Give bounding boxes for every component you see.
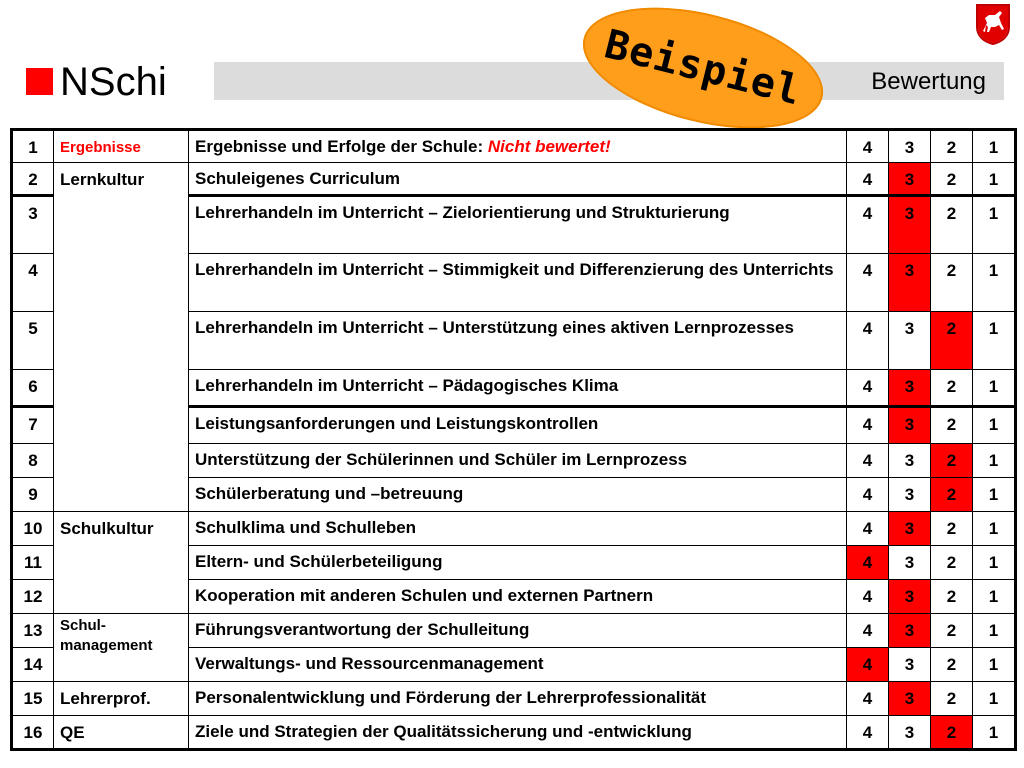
category-cell: Lehrerprof.: [54, 682, 189, 716]
row-number: 8: [12, 444, 54, 478]
logo-mark: [26, 68, 53, 95]
rating-1-cell[interactable]: 1: [973, 163, 1016, 196]
topic-text: Verwaltungs- und Ressourcenmanagement: [195, 654, 544, 673]
topic-text: Schülerberatung und –betreuung: [195, 484, 464, 503]
rating-1-cell[interactable]: 1: [973, 407, 1016, 444]
row-number: 3: [12, 196, 54, 254]
rating-3-cell[interactable]: 3: [889, 580, 931, 614]
rating-1-cell[interactable]: 1: [973, 254, 1016, 312]
category-cell: QE: [54, 716, 189, 750]
topic-cell: [189, 196, 847, 254]
row-number: 14: [12, 648, 54, 682]
rating-2-cell[interactable]: 2: [931, 512, 973, 546]
rating-1-cell[interactable]: 1: [973, 614, 1016, 648]
topic-text: Schuleigenes Curriculum: [195, 169, 400, 188]
rating-2-cell[interactable]: 2: [931, 716, 973, 750]
topic-cell: [189, 444, 847, 478]
row-number: 2: [12, 163, 54, 196]
rating-3-cell[interactable]: 3: [889, 370, 931, 407]
rating-4-cell[interactable]: 4: [847, 546, 889, 580]
rating-4-cell[interactable]: 4: [847, 370, 889, 407]
rating-3-cell[interactable]: 3: [889, 254, 931, 312]
row-number: 1: [12, 130, 54, 163]
row-number: 15: [12, 682, 54, 716]
rating-3-cell[interactable]: 3: [889, 130, 931, 163]
table-row: [12, 614, 1016, 648]
rating-3-cell[interactable]: 3: [889, 312, 931, 370]
rating-2-cell[interactable]: 2: [931, 546, 973, 580]
rating-4-cell[interactable]: 4: [847, 254, 889, 312]
rating-3-cell[interactable]: 3: [889, 682, 931, 716]
rating-3-cell[interactable]: 3: [889, 444, 931, 478]
rating-4-cell[interactable]: 4: [847, 580, 889, 614]
topic-text: Ergebnisse und Erfolge der Schule:: [195, 137, 484, 156]
rating-4-cell[interactable]: 4: [847, 163, 889, 196]
category-cell: Schul-management: [54, 614, 189, 682]
table-row: [12, 512, 1016, 546]
topic-text: Lehrerhandeln im Unterricht – Zielorientierung und Strukturierung: [195, 203, 730, 222]
topic-cell: [189, 580, 847, 614]
topic-cell: [189, 254, 847, 312]
rating-2-cell[interactable]: 2: [931, 407, 973, 444]
rating-1-cell[interactable]: 1: [973, 716, 1016, 750]
row-number: 4: [12, 254, 54, 312]
row-number: 7: [12, 407, 54, 444]
topic-cell: [189, 130, 847, 163]
topic-cell: [189, 312, 847, 370]
rating-1-cell[interactable]: 1: [973, 512, 1016, 546]
category-cell: Ergebnisse: [54, 130, 189, 163]
row-number: 13: [12, 614, 54, 648]
topic-cell: [189, 407, 847, 444]
rating-4-cell[interactable]: 4: [847, 614, 889, 648]
rating-1-cell[interactable]: 1: [973, 546, 1016, 580]
row-number: 10: [12, 512, 54, 546]
rating-2-cell[interactable]: 2: [931, 444, 973, 478]
topic-cell: [189, 614, 847, 648]
row-number: 5: [12, 312, 54, 370]
rating-1-cell[interactable]: 1: [973, 478, 1016, 512]
table-row: [12, 130, 1016, 163]
topic-cell: [189, 682, 847, 716]
rating-4-cell[interactable]: 4: [847, 512, 889, 546]
rating-1-cell[interactable]: 1: [973, 648, 1016, 682]
topic-cell: [189, 546, 847, 580]
topic-text: Schulklima und Schulleben: [195, 518, 417, 537]
rating-2-cell[interactable]: 2: [931, 196, 973, 254]
rating-4-cell[interactable]: 4: [847, 407, 889, 444]
rating-2-cell[interactable]: 2: [931, 614, 973, 648]
rating-4-cell[interactable]: 4: [847, 478, 889, 512]
rating-2-cell[interactable]: 2: [931, 312, 973, 370]
crest-icon: [975, 3, 1011, 45]
table-row: [12, 163, 1016, 196]
topic-text: Unterstützung der Schülerinnen und Schüler im Lernprozess: [195, 450, 688, 469]
topic-cell: [189, 478, 847, 512]
topic-cell: [189, 370, 847, 407]
topic-text: Kooperation mit anderen Schulen und externen Partnern: [195, 586, 654, 605]
rating-3-cell[interactable]: 3: [889, 196, 931, 254]
rating-3-cell[interactable]: 3: [889, 614, 931, 648]
rating-4-cell[interactable]: 4: [847, 716, 889, 750]
topic-cell: [189, 716, 847, 750]
rating-2-cell[interactable]: 2: [931, 163, 973, 196]
rating-1-cell[interactable]: 1: [973, 196, 1016, 254]
category-cell: Schulkultur: [54, 512, 189, 614]
rating-3-cell[interactable]: 3: [889, 648, 931, 682]
row-number: 16: [12, 716, 54, 750]
row-number: 12: [12, 580, 54, 614]
rating-1-cell[interactable]: 1: [973, 682, 1016, 716]
row-number: 6: [12, 370, 54, 407]
rating-4-cell[interactable]: 4: [847, 682, 889, 716]
rating-3-cell[interactable]: 3: [889, 407, 931, 444]
logo-text: NSchi: [60, 60, 167, 104]
rating-3-cell[interactable]: 3: [889, 512, 931, 546]
rating-1-cell[interactable]: 1: [973, 444, 1016, 478]
rating-4-cell[interactable]: 4: [847, 312, 889, 370]
rating-3-cell[interactable]: 3: [889, 716, 931, 750]
category-cell: Lernkultur: [54, 163, 189, 512]
rating-3-cell[interactable]: 3: [889, 478, 931, 512]
rating-2-cell[interactable]: 2: [931, 370, 973, 407]
rating-1-cell[interactable]: 1: [973, 580, 1016, 614]
topic-text: Personalentwicklung und Förderung der Lehrerprofessionalität: [195, 688, 707, 707]
topic-text: Ziele und Strategien der Qualitätssicherung und -entwicklung: [195, 722, 692, 741]
rating-4-cell[interactable]: 4: [847, 130, 889, 163]
rating-4-cell[interactable]: 4: [847, 196, 889, 254]
rating-4-cell[interactable]: 4: [847, 648, 889, 682]
topic-cell: [189, 648, 847, 682]
row-number: 9: [12, 478, 54, 512]
topic-text: Lehrerhandeln im Unterricht – Pädagogisches Klima: [195, 376, 619, 395]
topic-text: Lehrerhandeln im Unterricht – Unterstützung eines aktiven Lernprozesses: [195, 318, 794, 337]
rating-3-cell[interactable]: 3: [889, 546, 931, 580]
topic-text: Führungsverantwortung der Schulleitung: [195, 620, 530, 639]
rating-2-cell[interactable]: 2: [931, 130, 973, 163]
rating-3-cell[interactable]: 3: [889, 163, 931, 196]
topic-text: Eltern- und Schülerbeteiligung: [195, 552, 443, 571]
topic-text: Lehrerhandeln im Unterricht – Stimmigkeit und Differenzierung des Unterrichts: [195, 260, 834, 279]
rating-table: [10, 128, 1017, 751]
row-number: 11: [12, 546, 54, 580]
topic-cell: [189, 512, 847, 546]
table-row: [12, 682, 1016, 716]
topic-cell: [189, 163, 847, 196]
rating-2-cell[interactable]: 2: [931, 682, 973, 716]
not-rated-note: Nicht bewertet!: [487, 137, 611, 156]
rating-1-cell[interactable]: 1: [973, 312, 1016, 370]
rating-1-cell[interactable]: 1: [973, 130, 1016, 163]
rating-2-cell[interactable]: 2: [931, 254, 973, 312]
rating-1-cell[interactable]: 1: [973, 370, 1016, 407]
topic-text: Leistungsanforderungen und Leistungskontrollen: [195, 414, 599, 433]
rating-2-cell[interactable]: 2: [931, 580, 973, 614]
table-row: [12, 716, 1016, 750]
rating-4-cell[interactable]: 4: [847, 444, 889, 478]
page-title: Bewertung: [871, 68, 986, 95]
rating-2-cell[interactable]: 2: [931, 478, 973, 512]
stamp-text: Beispiel: [600, 21, 806, 115]
rating-2-cell[interactable]: 2: [931, 648, 973, 682]
